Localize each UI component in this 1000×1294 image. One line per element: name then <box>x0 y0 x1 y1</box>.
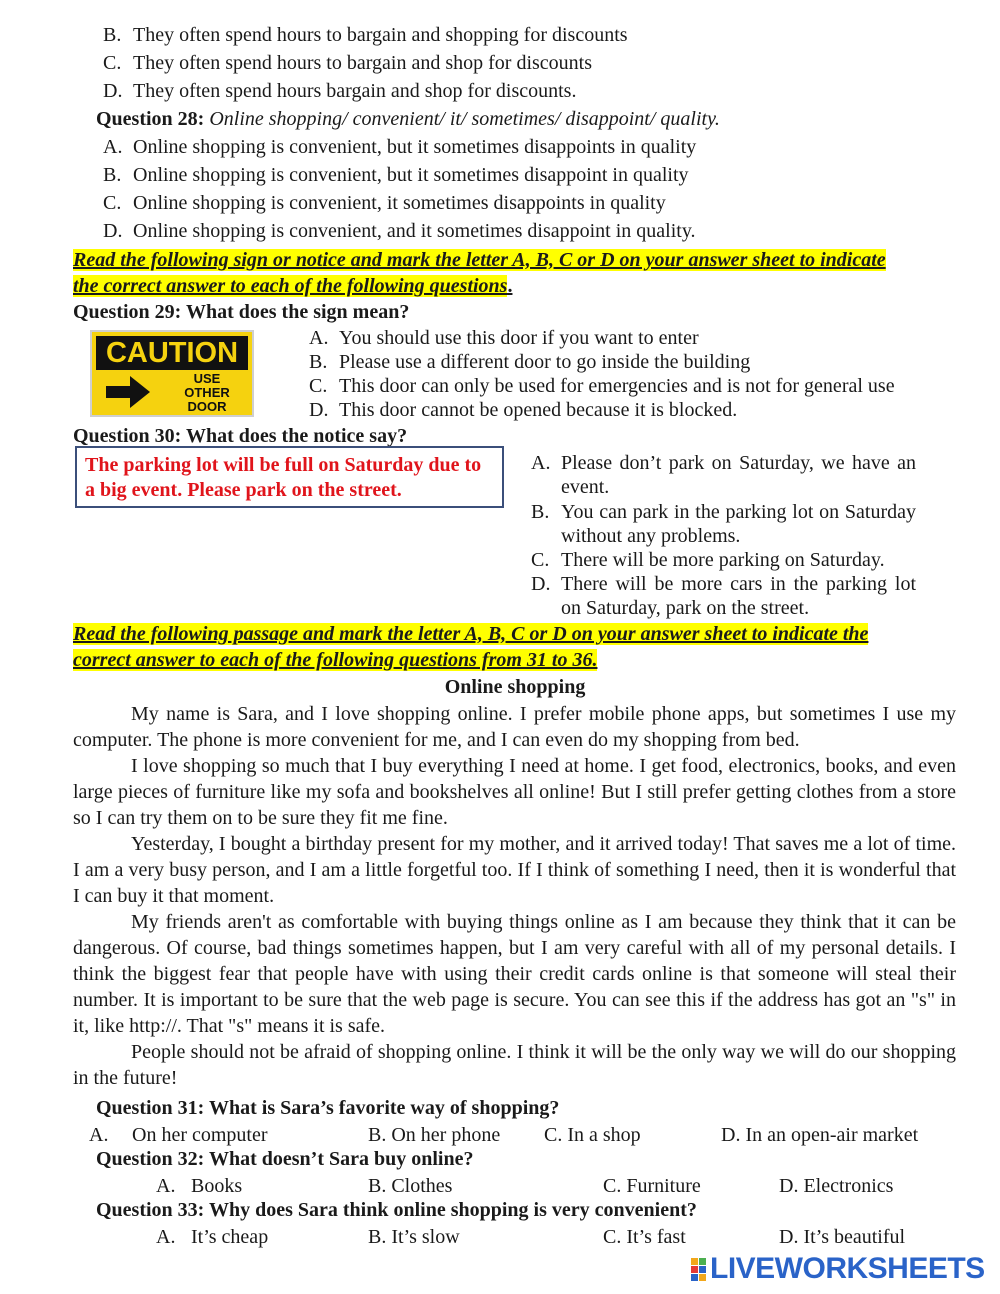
option-text: There will be more cars in the parking lot on Saturday, park on the street. <box>561 573 916 619</box>
q27-option-d[interactable] <box>103 78 576 104</box>
option-letter: C. <box>531 549 550 571</box>
q30-option-b[interactable] <box>531 500 916 548</box>
option-text: Please use a different door to go inside the building <box>339 351 751 373</box>
instruction-line: correct answer to each of the following questions from 31 to 36. <box>73 649 598 671</box>
option-text: They often spend hours to bargain and shop for discounts <box>133 52 592 74</box>
instruction-line: Read the following passage and mark the letter A, B, C or D on your answer sheet to indicate the <box>73 623 869 645</box>
option-text: You can park in the parking lot on Saturday without any problems. <box>561 501 916 547</box>
passage-paragraph: My friends aren't as comfortable with buying things online as I am because they think that it can be dangerous. Of course, bad things sometimes happen, but I am very careful with all of my personal details. I think the biggest fear that people have with using their credit cards online is that someone will steal their number. It is important to be sure that the web page is secure. You can see this if the address has got an "s" in it, like http://. That "s" means it is safe. <box>73 911 956 1037</box>
option-text: Online shopping is convenient, but it sometimes disappoints in quality <box>133 136 697 158</box>
question-33-label: Question 33: Why does Sara think online shopping is very convenient? <box>96 1199 697 1221</box>
caution-text: CAUTION <box>105 337 239 369</box>
option-letter: D. <box>103 220 123 242</box>
q31-option-b[interactable]: B. On her phone <box>368 1124 501 1146</box>
option-text: They often spend hours to bargain and shopping for discounts <box>133 24 628 46</box>
q31-option-a[interactable] <box>89 1122 268 1148</box>
option-letter: C. <box>309 375 328 397</box>
q32-option-d[interactable]: D. Electronics <box>779 1175 894 1197</box>
option-letter: A. <box>103 136 123 158</box>
q30-option-c[interactable] <box>531 548 916 572</box>
liveworksheets-logo[interactable]: LIVEWORKSHEETS <box>710 1252 985 1285</box>
parking-notice: The parking lot will be full on Saturday due to a big event. Please park on the street. <box>75 446 504 508</box>
q33-option-a[interactable] <box>156 1224 268 1250</box>
passage-title: Online shopping <box>444 676 586 698</box>
question-32-label: Question 32: What doesn’t Sara buy online? <box>96 1148 474 1170</box>
option-text: This door cannot be opened because it is blocked. <box>339 399 738 421</box>
passage-paragraph: My name is Sara, and I love shopping online. I prefer mobile phone apps, but sometimes I use my computer. The phone is more convenient for me, and I can even do my shopping from bed. <box>73 703 956 751</box>
option-text: Online shopping is convenient, but it sometimes disappoint in quality <box>133 164 689 186</box>
option-letter: A. <box>156 1226 176 1248</box>
question-31-label: Question 31: What is Sara’s favorite way of shopping? <box>96 1097 560 1119</box>
option-letter: A. <box>531 452 551 474</box>
option-letter: A. <box>156 1175 176 1197</box>
q32-option-b[interactable]: B. Clothes <box>368 1175 453 1197</box>
q27-option-b[interactable] <box>103 22 628 48</box>
option-text: It’s cheap <box>191 1226 269 1248</box>
option-text: Please don’t park on Saturday, we have an event. <box>561 452 916 498</box>
option-letter: B. <box>309 351 328 373</box>
caution-sign <box>90 330 254 417</box>
passage-paragraph: I love shopping so much that I buy everything I need at home. I get food, electronics, books, and even large pieces of furniture like my sofa and bookshelves all online! But I still prefer getting clothes from a store so I can try them on to be sure they fit me fine. <box>73 755 956 829</box>
arrow-right-icon <box>106 376 150 408</box>
instruction-passage <box>73 621 956 673</box>
passage-paragraph: People should not be afraid of shopping online. I think it will be the only way we will do our shopping in the future! <box>73 1041 956 1089</box>
q33-option-d[interactable]: D. It’s beautiful <box>779 1226 906 1248</box>
instruction-punct: . <box>507 275 513 297</box>
option-text: Online shopping is convenient, and it sometimes disappoint in quality. <box>133 220 696 242</box>
liveworksheets-logo-icon <box>691 1258 707 1282</box>
option-text: On her computer <box>132 1124 268 1146</box>
q32-option-a[interactable] <box>156 1173 242 1199</box>
option-text: You should use this door if you want to enter <box>339 327 699 349</box>
option-text: This door can only be used for emergencies and is not for general use <box>339 375 895 397</box>
option-text: There will be more parking on Saturday. <box>561 549 885 571</box>
q27-option-c[interactable] <box>103 50 592 76</box>
sign-line-use: USE <box>193 371 221 386</box>
option-letter: B. <box>103 164 122 186</box>
q29-option-c[interactable] <box>309 374 895 398</box>
q30-option-a[interactable] <box>531 451 916 499</box>
q28-option-b[interactable] <box>103 162 689 188</box>
q29-option-b[interactable] <box>309 350 750 374</box>
instruction-line: Read the following sign or notice and mark the letter A, B, C or D on your answer sheet to indicate <box>73 249 886 271</box>
option-letter: D. <box>309 399 329 421</box>
q28-option-c[interactable] <box>103 190 666 216</box>
instruction-sign-notice <box>73 247 956 299</box>
option-text: They often spend hours bargain and shop for discounts. <box>133 80 577 102</box>
option-letter: A. <box>89 1124 109 1146</box>
option-letter: B. <box>103 24 122 46</box>
question-29-label: Question 29: What does the sign mean? <box>73 301 410 323</box>
q31-option-d[interactable]: D. In an open-air market <box>721 1124 919 1146</box>
q32-option-c[interactable]: C. Furniture <box>603 1175 701 1197</box>
q31-option-c[interactable]: C. In a shop <box>544 1124 641 1146</box>
option-letter: B. <box>531 501 550 523</box>
option-text: Online shopping is convenient, it sometimes disappoints in quality <box>133 192 666 214</box>
sign-line-other: OTHER <box>184 385 230 400</box>
q29-option-a[interactable] <box>309 326 699 350</box>
reading-passage <box>73 701 956 1091</box>
question-28 <box>96 106 720 132</box>
option-letter: D. <box>103 80 123 102</box>
q29-option-d[interactable] <box>309 398 737 422</box>
option-letter: C. <box>103 52 122 74</box>
question-label: Question 28: <box>96 108 205 130</box>
option-text: Books <box>191 1175 243 1197</box>
q33-option-c[interactable]: C. It’s fast <box>603 1226 686 1248</box>
question-30-label: Question 30: What does the notice say? <box>73 425 408 447</box>
option-letter: D. <box>531 573 551 595</box>
option-letter: A. <box>309 327 329 349</box>
q33-option-b[interactable]: B. It’s slow <box>368 1226 460 1248</box>
q28-option-a[interactable] <box>103 134 696 160</box>
sign-line-door: DOOR <box>187 399 227 414</box>
instruction-line: the correct answer to each of the following questions <box>73 275 508 297</box>
q28-option-d[interactable] <box>103 218 696 244</box>
option-letter: C. <box>103 192 122 214</box>
passage-paragraph: Yesterday, I bought a birthday present for my mother, and it arrived today! That saves me a lot of time. I am a very busy person, and I am a little forgetful too. If I think of something I need, then it is wonderful that I can buy it that moment. <box>73 833 956 907</box>
q30-option-d[interactable] <box>531 572 916 620</box>
question-prompt: Online shopping/ convenient/ it/ sometimes/ disappoint/ quality. <box>209 108 720 130</box>
